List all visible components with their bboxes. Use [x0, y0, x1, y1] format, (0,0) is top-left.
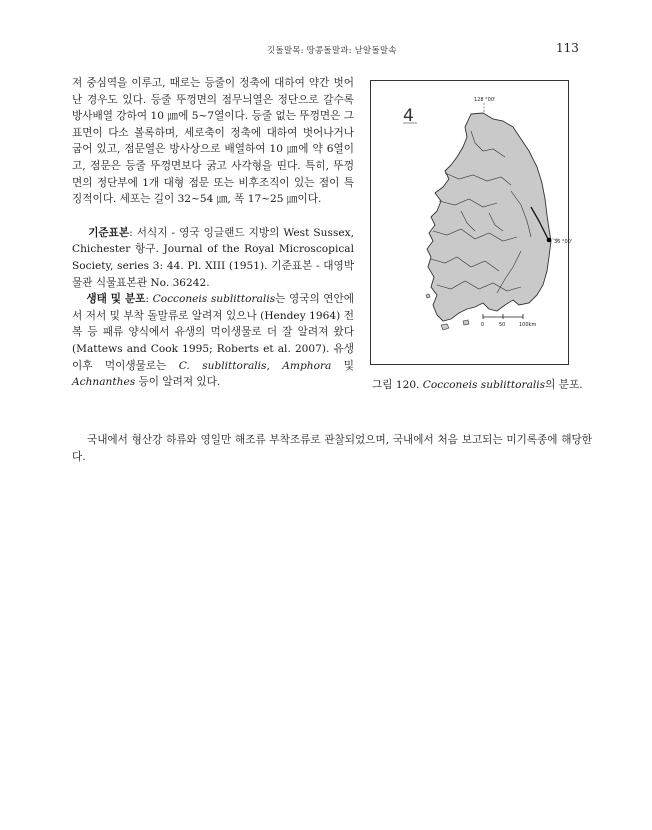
caption-suffix: 의 분포.	[545, 379, 583, 391]
island	[441, 324, 449, 330]
ecology-and: 및	[331, 359, 354, 372]
caption-species: Cocconeis sublittoralis	[422, 379, 546, 391]
caption-prefix: 그림 120.	[372, 379, 423, 391]
genus-achnanthes: Achnanthes	[72, 376, 136, 389]
island	[463, 320, 469, 325]
ecology-colon: :	[145, 293, 153, 306]
page-number: 113	[556, 41, 579, 55]
type-paragraph	[72, 225, 354, 291]
genus-amphora: Amphora	[282, 359, 332, 372]
figure-caption	[372, 377, 583, 392]
ecology-text-end: 등이 알려져 있다.	[135, 376, 221, 389]
scale-label-100: 100km	[519, 322, 537, 328]
distribution-point	[547, 238, 552, 243]
description-paragraph: 져 중심역을 이루고, 때로는 등줄이 정축에 대하여 약간 벗어난 경우도 있다. 등줄 뚜껑면의 점무늬열은 정단으로 갈수록 방사배열 강하여 10 ㎛에 5~7열이다. 등줄 없는 뚜껑면은 그 표면이 다소 볼록하며, 세로축이 정축에 대하여 벗어나거나 굽어 있고, 점문열은 방사상으로 배열하여 10 ㎛에 약 6열이고, 점문은 등줄 뚜껑면보다 굵고 사각형을 띤다. 특히, 뚜껑면의 정단부에 1개 대형 점문 또는 비후조직이 있는 점이 특징적이다. 세포는 길이 32~54 ㎛, 폭 17~25 ㎛이다.	[72, 77, 354, 206]
ecology-comma: ,	[266, 359, 283, 372]
species-abbrev: C. sublittoralis	[178, 359, 267, 372]
scale-label-0: 0	[481, 322, 485, 328]
closing-text: 국내에서 형산강 하류와 영일만 해조류 부착조류로 관찰되었으며, 국내에서 처음 보고되는 미기록종에 해당한다.	[72, 434, 592, 463]
left-column	[72, 75, 354, 391]
scale-label-50: 50	[499, 322, 506, 328]
ecology-text: 는 영국의 연안에서 저서 및 부착 돌말류로 알려져 있으나 (Hendey 1964) 전복 등 패류 양식에서 유생의 먹이생물로 더 잘 알려져 왔다 (Mattews and Cook 1995; Roberts et al. 2007). 유생 이후 먹이생물로는	[72, 293, 354, 372]
latitude-label: 36 °00'	[554, 239, 573, 245]
scale-bar	[481, 314, 536, 328]
panel-number: 4	[403, 106, 414, 126]
species-name: Cocconeis sublittoralis	[152, 293, 276, 306]
longitude-label: 128 °00'	[474, 97, 496, 103]
ecology-heading: 생태 및 분포	[86, 293, 146, 306]
type-heading: 기준표본	[88, 226, 130, 239]
distribution-map	[370, 80, 573, 365]
type-text: : 서식지 - 영국 잉글랜드 지방의 West Sussex, Chichester 항구. Journal of the Royal Microscopical Society, series 3: 44. Pl. XIII (1951). 기준표본 - 대영박물관 식물표본관 No. 36242.	[72, 226, 354, 289]
running-head: 깃돌말목: 땅콩돌말과: 낟알돌말속	[267, 46, 397, 56]
ecology-paragraph	[72, 291, 354, 391]
korea-landmass	[427, 113, 551, 321]
korea-map-graphic	[371, 81, 573, 364]
closing-paragraph	[72, 432, 592, 465]
island	[426, 294, 430, 298]
